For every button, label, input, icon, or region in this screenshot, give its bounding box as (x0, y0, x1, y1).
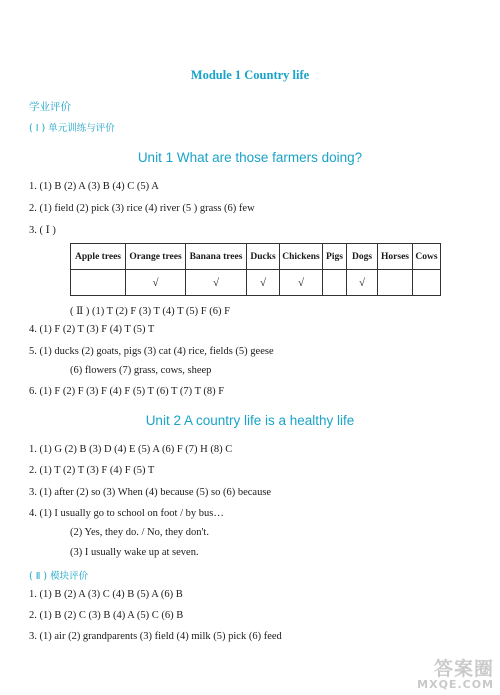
table-mark-cell (378, 270, 413, 296)
unit1-q3-part2: ( Ⅱ ) (1) T (2) F (3) T (4) T (5) F (6) F (70, 306, 230, 317)
unit1-q1: 1. (1) B (2) A (3) B (4) C (5) A (29, 181, 159, 192)
table-mark-cell (323, 270, 347, 296)
table-header-cell: Dogs (347, 244, 378, 270)
table-header-cell: Horses (378, 244, 413, 270)
table-header-row (71, 244, 441, 270)
unit2-q4-3: (3) I usually wake up at seven. (70, 547, 199, 558)
table-header-cell: Pigs (323, 244, 347, 270)
unit1-title: Unit 1 What are those farmers doing? (137, 150, 363, 165)
unit1-q5-cont: (6) flowers (7) grass, cows, sheep (70, 365, 212, 376)
unit2-q4: 4. (1) I usually go to school on foot / by bus… (29, 508, 224, 519)
section-module-evaluation: ( Ⅱ ) 模块评价 (29, 571, 89, 582)
unit2-q2: 2. (1) T (2) T (3) F (4) F (5) T (29, 465, 155, 476)
table-mark-cell: √ (347, 270, 378, 296)
unit1-q3: 3. ( Ⅰ ) (29, 225, 56, 236)
module-eval-q1: 1. (1) B (2) A (3) C (4) B (5) A (6) B (29, 589, 183, 600)
section-unit-training: ( Ⅰ ) 单元训练与评价 (29, 123, 115, 134)
table-header-cell: Ducks (247, 244, 280, 270)
table-mark-cell: √ (247, 270, 280, 296)
unit2-q1: 1. (1) G (2) B (3) D (4) E (5) A (6) F (7) H (8) C (29, 444, 233, 455)
table-mark-cell (71, 270, 126, 296)
unit1-q6: 6. (1) F (2) F (3) F (4) F (5) T (6) T (7) T (8) F (29, 386, 225, 397)
section-academic-evaluation: 学业评价 (29, 101, 71, 113)
module-eval-q3: 3. (1) air (2) grandparents (3) field (4) milk (5) pick (6) feed (29, 631, 282, 642)
unit2-title: Unit 2 A country life is a healthy life (145, 413, 355, 428)
table-header-cell: Banana trees (186, 244, 247, 270)
watermark-logo-text: 答案圈 (433, 657, 494, 680)
animals-plants-table (70, 243, 441, 296)
unit1-q2: 2. (1) field (2) pick (3) rice (4) river (5 ) grass (6) few (29, 203, 255, 214)
watermark (417, 657, 494, 692)
unit1-q5: 5. (1) ducks (2) goats, pigs (3) cat (4) rice, fields (5) geese (29, 346, 274, 357)
table-header-cell: Cows (413, 244, 441, 270)
table-mark-cell: √ (126, 270, 186, 296)
table-mark-cell: √ (280, 270, 323, 296)
table-mark-cell (413, 270, 441, 296)
table-header-cell: Orange trees (126, 244, 186, 270)
unit2-q3: 3. (1) after (2) so (3) When (4) because (5) so (6) because (29, 487, 272, 498)
module-title: Module 1 Country life (190, 68, 310, 82)
table-mark-row (71, 270, 441, 296)
unit1-q4: 4. (1) F (2) T (3) F (4) T (5) T (29, 324, 155, 335)
module-eval-q2: 2. (1) B (2) C (3) B (4) A (5) C (6) B (29, 610, 184, 621)
table-header-cell: Chickens (280, 244, 323, 270)
table-header-cell: Apple trees (71, 244, 126, 270)
unit2-q4-2: (2) Yes, they do. / No, they don't. (70, 527, 209, 538)
watermark-url: MXQE.COM (417, 678, 494, 692)
table-mark-cell: √ (186, 270, 247, 296)
